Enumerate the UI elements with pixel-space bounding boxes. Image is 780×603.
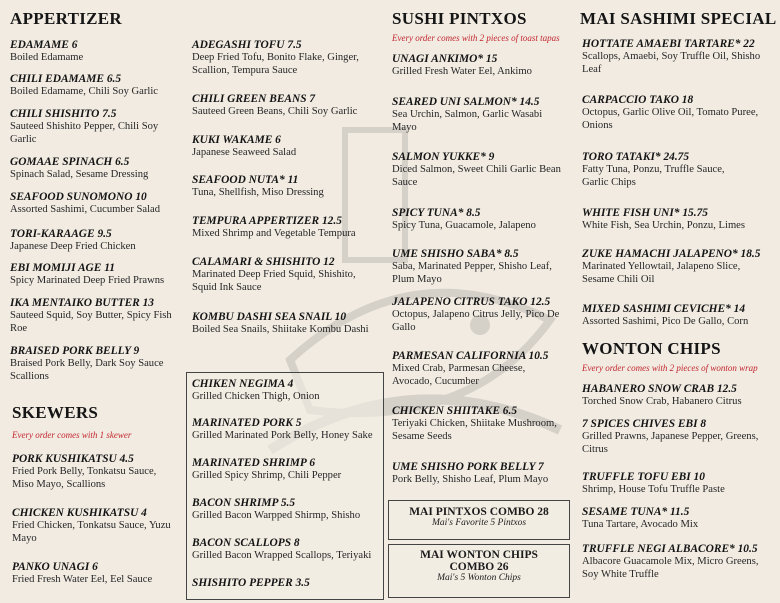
item-name: CHICKEN KUSHIKATSU 4 xyxy=(12,507,147,519)
item-desc: Fatty Tuna, Ponzu, Truffle Sauce, Garlic Chips xyxy=(582,164,725,188)
item-desc: Grilled Bacon Wrapped Scallops, Teriyaki xyxy=(192,550,372,561)
item-name: ADEGASHI TOFU 7.5 xyxy=(192,39,302,51)
item-desc: Spicy Tuna, Guacamole, Jalapeno xyxy=(392,220,536,231)
combo-name-line2: COMBO 26 xyxy=(449,561,509,573)
menu-item xyxy=(192,537,380,563)
menu-item xyxy=(392,405,560,443)
item-name: CHILI GREEN BEANS 7 xyxy=(192,93,316,105)
menu-item xyxy=(192,378,380,404)
skewers-note: Every order comes with 1 skewer xyxy=(12,430,132,440)
menu-item xyxy=(192,39,377,77)
item-desc: Fried Pork Belly, Tonkatsu Sauce, Miso Mayo, Scallions xyxy=(12,466,157,490)
item-desc: Pork Belly, Shisho Leaf, Plum Mayo xyxy=(392,474,549,485)
menu-item xyxy=(392,248,572,286)
menu-item xyxy=(392,53,572,79)
item-name: KOMBU DASHI SEA SNAIL 10 xyxy=(192,311,347,323)
menu-item xyxy=(582,94,762,132)
item-name: UME SHISHO SABA* 8.5 xyxy=(392,248,519,260)
item-desc: Boiled Edamame, Chili Soy Garlic xyxy=(10,86,158,97)
item-name: CHIKEN NEGIMA 4 xyxy=(192,378,294,390)
item-desc: Grilled Spicy Shrimp, Chili Pepper xyxy=(192,470,342,481)
menu-item xyxy=(10,345,180,383)
menu-item xyxy=(10,73,190,99)
menu-item xyxy=(582,151,752,189)
item-desc: Tuna Tartare, Avocado Mix xyxy=(582,519,699,530)
menu-item xyxy=(582,418,774,456)
item-name: CHICKEN SHIITAKE 6.5 xyxy=(392,405,518,417)
item-name: SALMON YUKKE* 9 xyxy=(392,151,495,163)
item-desc: Assorted Sashimi, Cucumber Salad xyxy=(10,204,161,215)
item-name: CHILI SHISHITO 7.5 xyxy=(10,108,117,120)
pintxos-combo-box xyxy=(388,500,570,540)
item-name: CALAMARI & SHISHITO 12 xyxy=(192,256,335,268)
item-desc: Sauteed Shishito Pepper, Chili Soy Garlic xyxy=(10,121,159,145)
item-name: BRAISED PORK BELLY 9 xyxy=(10,345,140,357)
menu-item xyxy=(12,507,192,545)
item-desc: Spicy Marinated Deep Fried Prawns xyxy=(10,275,165,286)
menu-item xyxy=(392,96,567,134)
item-name: WHITE FISH UNI* 15.75 xyxy=(582,207,708,219)
item-name: SEAFOOD NUTA* 11 xyxy=(192,174,299,186)
item-name: PANKO UNAGI 6 xyxy=(12,561,98,573)
menu-item xyxy=(192,577,380,590)
item-name: TORI-KARAAGE 9.5 xyxy=(10,228,112,240)
menu-item xyxy=(192,134,377,160)
item-desc: Boiled Sea Snails, Shiitake Kombu Dashi xyxy=(192,324,369,335)
item-desc: Assorted Sashimi, Pico De Gallo, Corn xyxy=(582,316,749,327)
menu-item xyxy=(392,461,577,487)
menu-item xyxy=(192,311,377,337)
menu-item xyxy=(392,151,562,189)
menu-item xyxy=(10,228,190,254)
item-name: GOMAAE SPINACH 6.5 xyxy=(10,156,130,168)
item-desc: Torched Snow Crab, Habanero Citrus xyxy=(582,396,742,407)
item-desc: Fried Fresh Water Eel, Eel Sauce xyxy=(12,574,153,585)
item-desc: Scallops, Amaebi, Soy Truffle Oil, Shisho Leaf xyxy=(582,51,761,75)
combo-name: MAI WONTON CHIPS xyxy=(420,549,538,561)
item-name: 7 SPICES CHIVES EBI 8 xyxy=(582,418,707,430)
combo-sub: Mai's 5 Wonton Chips xyxy=(437,573,521,583)
item-name: ZUKE HAMACHI JALAPENO* 18.5 xyxy=(582,248,761,260)
item-desc: Shrimp, House Tofu Truffle Paste xyxy=(582,484,725,495)
item-name: SEARED UNI SALMON* 14.5 xyxy=(392,96,540,108)
menu-item xyxy=(12,453,177,491)
item-name: PORK KUSHIKATSU 4.5 xyxy=(12,453,134,465)
item-name: TRUFFLE TOFU EBI 10 xyxy=(582,471,705,483)
item-name: SESAME TUNA* 11.5 xyxy=(582,506,690,518)
item-desc: Grilled Chicken Thigh, Onion xyxy=(192,391,320,402)
menu-item xyxy=(392,207,572,233)
item-name: BACON SHRIMP 5.5 xyxy=(192,497,296,509)
item-desc: Grilled Fresh Water Eel, Ankimo xyxy=(392,66,532,77)
item-name: TEMPURA APPERTIZER 12.5 xyxy=(192,215,342,227)
item-name: EBI MOMIJI AGE 11 xyxy=(10,262,115,274)
item-desc: Octopus, Garlic Olive Oil, Tomato Puree, Onions xyxy=(582,107,759,131)
skewers-box xyxy=(186,372,384,600)
wonton-section-title: WONTON CHIPS xyxy=(582,339,721,358)
item-desc: Sauteed Green Beans, Chili Soy Garlic xyxy=(192,106,358,117)
sashimi-section-title: MAI SASHIMI SPECIAL xyxy=(580,9,777,28)
menu-item xyxy=(192,417,380,443)
item-desc: Saba, Marinated Pepper, Shisho Leaf, Plum Mayo xyxy=(392,261,552,285)
item-desc: Teriyaki Chicken, Shiitake Mushroom, Sesame Seeds xyxy=(392,418,557,442)
item-desc: Sauteed Squid, Soy Butter, Spicy Fish Roe xyxy=(10,310,172,334)
menu-item xyxy=(582,207,772,233)
menu-item xyxy=(10,156,190,182)
item-desc: Octopus, Jalapeno Citrus Jelly, Pico De Gallo xyxy=(392,309,560,333)
item-name: MARINATED SHRIMP 6 xyxy=(192,457,316,469)
item-name: CHILI EDAMAME 6.5 xyxy=(10,73,122,85)
skewers-section-title: SKEWERS xyxy=(12,403,99,422)
menu-item xyxy=(192,256,377,294)
menu-item xyxy=(10,39,190,65)
item-name: BACON SCALLOPS 8 xyxy=(192,537,300,549)
menu-item xyxy=(192,457,380,483)
item-name: TORO TATAKI* 24.75 xyxy=(582,151,690,163)
item-name: UME SHISHO PORK BELLY 7 xyxy=(392,461,544,473)
item-name: MARINATED PORK 5 xyxy=(192,417,302,429)
menu-item xyxy=(582,38,772,76)
item-desc: Fried Chicken, Tonkatsu Sauce, Yuzu Mayo xyxy=(12,520,171,544)
item-desc: Grilled Prawns, Japanese Pepper, Greens, Citrus xyxy=(582,431,759,455)
item-name: MIXED SASHIMI CEVICHE* 14 xyxy=(582,303,746,315)
combo-name: MAI PINTXOS COMBO 28 xyxy=(409,506,549,518)
menu-item xyxy=(582,303,777,329)
menu-item xyxy=(10,108,175,146)
item-desc: Mixed Crab, Parmesan Cheese, Avocado, Cucumber xyxy=(392,363,526,387)
item-name: CARPACCIO TAKO 18 xyxy=(582,94,694,106)
item-desc: Grilled Marinated Pork Belly, Honey Sake xyxy=(192,430,373,441)
menu-item xyxy=(582,506,774,532)
item-name: JALAPENO CITRUS TAKO 12.5 xyxy=(392,296,551,308)
item-name: SPICY TUNA* 8.5 xyxy=(392,207,481,219)
item-name: SHISHITO PEPPER 3.5 xyxy=(192,577,310,589)
item-name: KUKI WAKAME 6 xyxy=(192,134,281,146)
item-name: HOTTATE AMAEBI TARTARE* 22 xyxy=(582,38,755,50)
item-desc: Japanese Deep Fried Chicken xyxy=(10,241,136,252)
menu-item xyxy=(392,296,567,334)
item-desc: Tuna, Shellfish, Miso Dressing xyxy=(192,187,324,198)
menu-item xyxy=(192,215,377,241)
item-desc: Boiled Edamame xyxy=(10,52,84,63)
item-desc: Japanese Seaweed Salad xyxy=(192,147,297,158)
item-name: IKA MENTAIKO BUTTER 13 xyxy=(10,297,155,309)
menu-item xyxy=(582,471,774,497)
item-desc: Diced Salmon, Sweet Chili Garlic Bean Sauce xyxy=(392,164,561,188)
wonton-note: Every order comes with 2 pieces of wonton wrap xyxy=(582,363,758,373)
menu-item xyxy=(582,248,762,286)
appetizer-section-title: APPERTIZER xyxy=(10,9,122,28)
item-desc: Deep Fried Tofu, Bonito Flake, Ginger, Scallion, Tempura Sauce xyxy=(192,52,359,76)
pintxos-note: Every order comes with 2 pieces of toast tapas xyxy=(392,33,560,43)
item-desc: Sea Urchin, Salmon, Garlic Wasabi Mayo xyxy=(392,109,543,133)
menu-item xyxy=(192,174,377,200)
menu-item xyxy=(10,262,190,288)
item-desc: Spinach Salad, Sesame Dressing xyxy=(10,169,149,180)
menu-item xyxy=(582,383,772,409)
menu-item xyxy=(582,543,772,581)
menu-item xyxy=(192,93,377,119)
item-name: PARMESAN CALIFORNIA 10.5 xyxy=(392,350,549,362)
item-desc: Grilled Bacon Warpped Shirmp, Shisho xyxy=(192,510,361,521)
pintxos-section-title: SUSHI PINTXOS xyxy=(392,9,527,28)
item-name: HABANERO SNOW CRAB 12.5 xyxy=(582,383,737,395)
item-desc: White Fish, Sea Urchin, Ponzu, Limes xyxy=(582,220,746,231)
item-desc: Marinated Deep Fried Squid, Shishito, Squid Ink Sauce xyxy=(192,269,356,293)
wonton-combo-box xyxy=(388,544,570,598)
item-desc: Albacore Guacamole Mix, Micro Greens, Soy White Truffle xyxy=(582,556,759,580)
item-desc: Marinated Yellowtail, Jalapeno Slice, Sesame Chili Oil xyxy=(582,261,741,285)
combo-sub: Mai's Favorite 5 Pintxos xyxy=(431,518,527,528)
menu-item xyxy=(10,191,190,217)
item-name: UNAGI ANKIMO* 15 xyxy=(392,53,498,65)
item-name: SEAFOOD SUNOMONO 10 xyxy=(10,191,147,203)
menu-item xyxy=(192,497,380,523)
menu-item xyxy=(392,350,567,388)
item-desc: Braised Pork Belly, Dark Soy Sauce Scallions xyxy=(10,358,164,382)
menu-item xyxy=(12,561,192,587)
item-desc: Mixed Shrimp and Vegetable Tempura xyxy=(192,228,356,239)
item-name: EDAMAME 6 xyxy=(10,39,78,51)
item-name: TRUFFLE NEGI ALBACORE* 10.5 xyxy=(582,543,758,555)
menu-item xyxy=(10,297,185,335)
